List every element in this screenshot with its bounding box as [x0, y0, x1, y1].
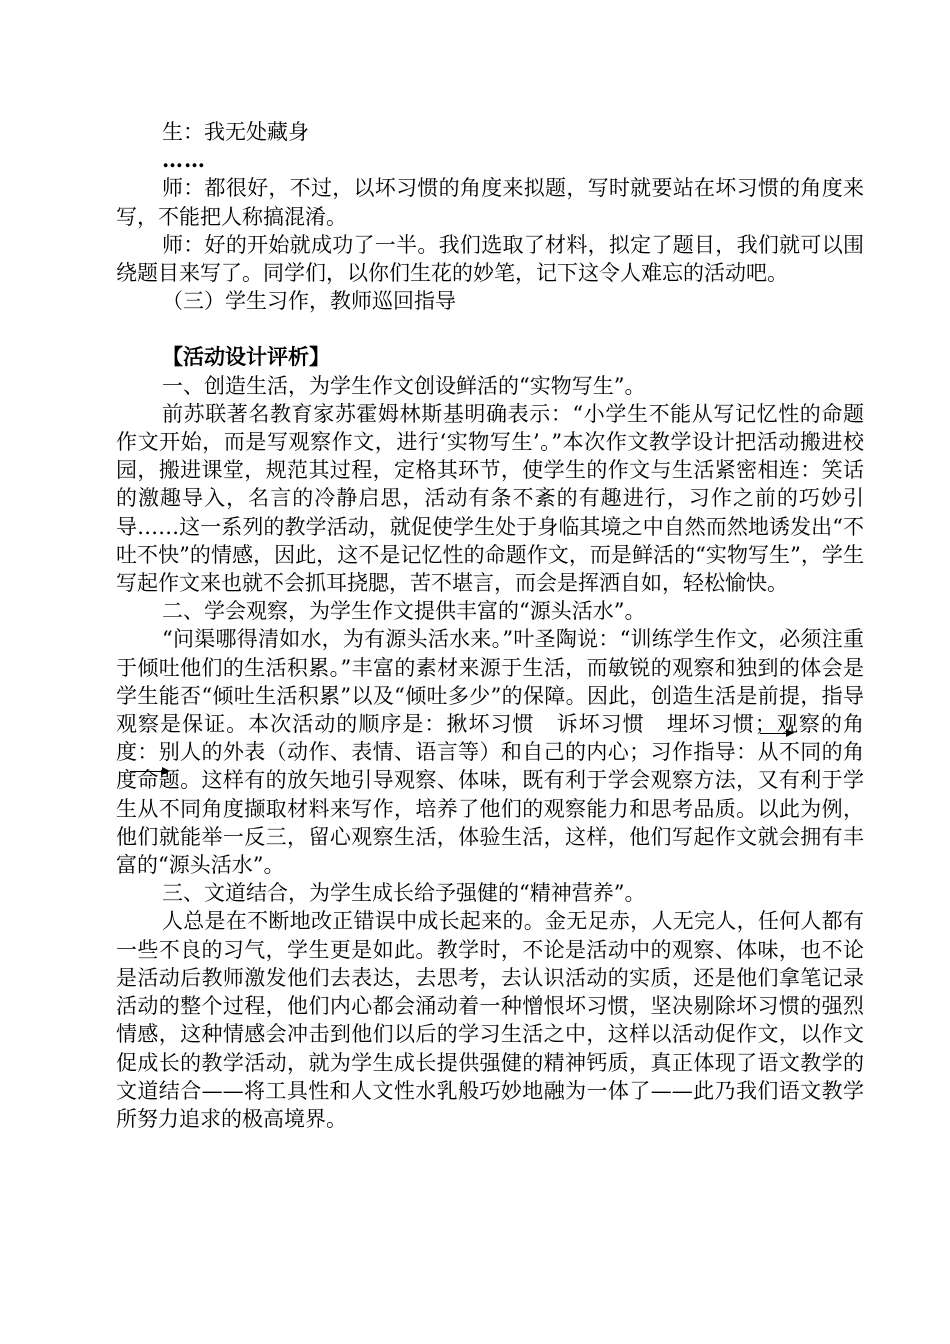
point-heading-2: 二、学会观察，为学生作文提供丰富的“源头活水”。	[162, 599, 646, 624]
dialogue-line-teacher-1: 师：都很好，不过，以坏习惯的角度来拟题，写时就要站在坏习惯的角度来写，不能把人称搞混淆。	[116, 176, 864, 229]
dialogue-line-student: 生：我无处藏身	[162, 120, 309, 144]
step-heading: （三）学生习作，教师巡回指导	[162, 289, 456, 314]
arrow-icon	[760, 733, 792, 734]
dialogue-line-teacher-2: 师：好的开始就成功了一半。我们选取了材料，拟定了题目，我们就可以围绕题目来写了。同学们，以你们生花的妙笔，记下这令人难忘的活动吧。	[116, 232, 864, 286]
paragraph-1: 前苏联著名教育家苏霍姆林斯基明确表示：“小学生不能从写记忆性的命题作文开始，而是写观察作文，进行‘实物写生’。”本次作文教学设计把活动搬进校园，搬进课堂，规范其过程，定格其环节，使学生的作文与生活紧密相连：笑话的激趣导入，名言的冷静启思，活动有条不紊的有趣进行，习作之前的巧妙引导……这一系列的教学活动，就促使学生处于身临其境之中自然而然地诱发出“不吐不快”的情感，因此，这不是记忆性的命题作文，而是鲜活的“实物写生”，学生写起作文来也就不会抓耳挠腮，苦不堪言，而会是挥洒自如，轻松愉快。	[116, 401, 864, 596]
arrow-icon	[130, 771, 168, 772]
paragraph-2: “问渠哪得清如水，为有源头活水来。”叶圣陶说：“训练学生作文，必须注重于倾吐他们的生活积累。”丰富的素材来源于生活，而敏锐的观察和独到的体会是学生能否“倾吐生活积累”以及“倾吐多少”的保障。因此，创造生活是前提，指导观察是保证。本次活动的顺序是：揪坏习惯 诉坏习惯 埋坏习惯；观察的角度：别人的外表（动作、表情、语言等）和自己的内心；习作指导：从不同的角度命题。这样有的放矢地引导观察、体味，既有利于学会观察方法，又有利于学生从不同角度撷取材料来写作，培养了他们的观察能力和思考品质。以此为例，他们就能举一反三，留心观察生活，体验生活，这样，他们写起作文就会拥有丰富的“源头活水”。	[116, 627, 864, 878]
ellipsis-line: ……	[162, 147, 206, 173]
point-heading-1: 一、创造生活，为学生作文创设鲜活的“实物写生”。	[162, 373, 646, 398]
section-heading: 【活动设计评析】	[162, 344, 330, 370]
paragraph-3: 人总是在不断地改正错误中成长起来的。金无足赤，人无完人，任何人都有一些不良的习气，学生更是如此。教学时，不论是活动中的观察、体味，也不论是活动后教师激发他们去表达，去思考，去认识活动的实质，还是他们拿笔记录活动的整个过程，他们内心都会涌动着一种憎恨坏习惯，坚决剔除坏习惯的强烈情感，这种情感会冲击到他们以后的学习生活之中，这样以活动促作文，以作文促成长的教学活动，就为学生成长提供强健的精神钙质，真正体现了语文教学的文道结合——将工具性和人文性水乳般巧妙地融为一体了——此乃我们语文教学所努力追求的极高境界。	[116, 909, 864, 1131]
document-body	[116, 118, 864, 1133]
point-heading-3: 三、文道结合，为学生成长给予强健的“精神营养”。	[162, 881, 646, 906]
